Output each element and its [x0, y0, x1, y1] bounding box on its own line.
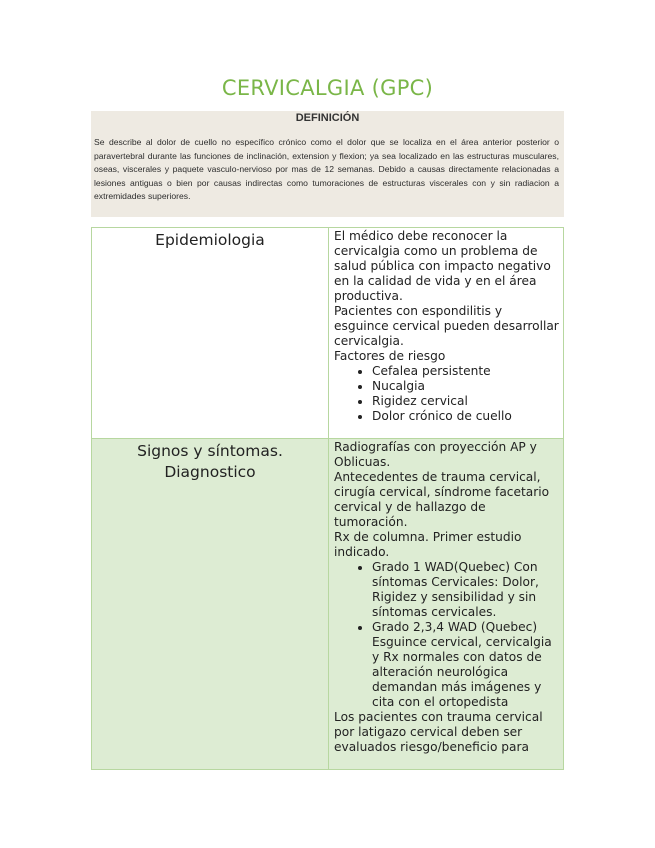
epidemiologia-paragraph-2: Pacientes con espondilitis y esguince cervical pueden desarrollar cervicalgia.: [334, 304, 559, 348]
document-title: CERVICALGIA (GPC): [221, 76, 434, 100]
definition-box: [91, 111, 564, 217]
risk-factors-label: Factores de riesgo: [334, 349, 446, 363]
list-item: • Nucalgia: [372, 379, 559, 394]
signos-heading: Signos y síntomas. Diagnostico: [137, 442, 283, 481]
signos-paragraph-4: Los pacientes con trauma cervical por latigazo cervical deben ser evaluados riesgo/beneficio para: [334, 710, 543, 754]
list-item: • Cefalea persistente: [372, 364, 559, 379]
signos-heading-cell: [92, 439, 329, 770]
wad-grades-list: [334, 560, 559, 710]
definition-text: Se describe al dolor de cuello no específico crónico como el dolor que se localiza en el área anterior posterior o paravertebral durante las funciones de inclinación, extension y flexion; ya sea localizado en las estructuras musculares, oseas, viscerales y paquete vasculo-nervioso por mas de 12 semanas. Debido a causas directamente relacionadas a lesiones antiguas o bien por causas indirectas como tumoraciones de estructuras viscerales con y sin radiacion a extremidades superiores.: [94, 137, 559, 202]
info-table: [91, 227, 564, 770]
definition-heading: DEFINICIÓN: [295, 112, 360, 124]
list-item: • Dolor crónico de cuello: [372, 409, 559, 424]
epidemiologia-content-cell: [329, 228, 564, 439]
list-item: • Rigidez cervical: [372, 394, 559, 409]
table-row-signos: [92, 439, 564, 770]
signos-paragraph-2: Antecedentes de trauma cervical, cirugía cervical, síndrome facetario cervical y de hallazgo de tumoración.: [334, 470, 550, 529]
signos-paragraph-1: Radiografías con proyección AP y Oblicuas.: [334, 440, 537, 469]
risk-factors-list: [334, 364, 559, 424]
epidemiologia-heading-cell: [92, 228, 329, 439]
epidemiologia-heading: Epidemiologia: [155, 231, 265, 249]
list-item: • Grado 2,3,4 WAD (Quebec) Esguince cervical, cervicalgia y Rx normales con datos de alteración neurológica demandan más imágenes y cita con el ortopedista: [372, 620, 559, 710]
list-item: • Grado 1 WAD(Quebec) Con síntomas Cervicales: Dolor, Rigidez y sensibilidad y sin síntomas cervicales.: [372, 560, 559, 620]
table-row-epidemiologia: [92, 228, 564, 439]
signos-content-cell: [329, 439, 564, 770]
signos-paragraph-3: Rx de columna. Primer estudio indicado.: [334, 530, 522, 559]
epidemiologia-paragraph-1: El médico debe reconocer la cervicalgia como un problema de salud pública con impacto negativo en la calidad de vida y en el área productiva.: [334, 229, 551, 303]
